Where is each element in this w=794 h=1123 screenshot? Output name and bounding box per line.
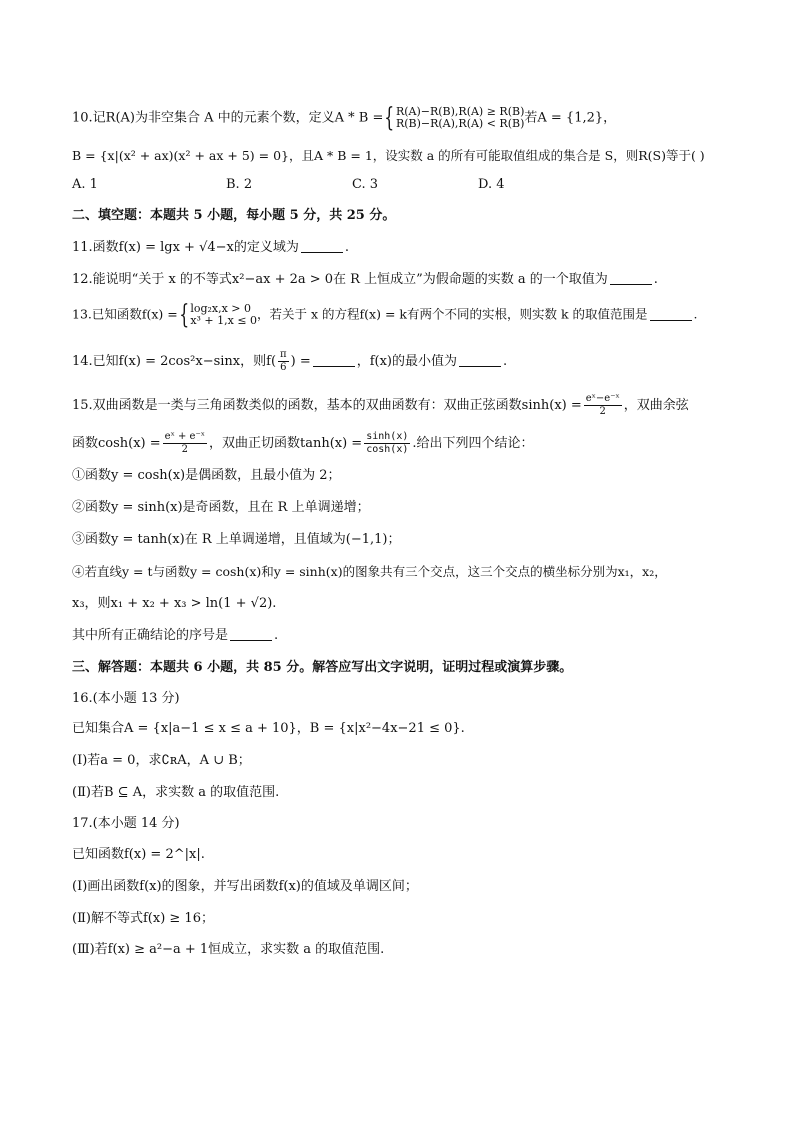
q15-conclusion-1: ①函数y = cosh(x)是偶函数，且最小值为 2； [72, 468, 341, 483]
q13: 13.已知函数f(x) = { log₂x,x > 0 x³ + 1,x ≤ 0 ，若关于 x 的方程f(x) = k有两个不同的实根，则实数 k 的取值范围是 . [72, 300, 698, 330]
q17-part3: (Ⅲ)若f(x) ≥ a²−a + 1恒成立，求实数 a 的取值范围. [72, 942, 385, 957]
q10-case2: R(B)−R(A),R(A) < R(B) [395, 117, 525, 130]
q17-given: 已知函数f(x) = 2^|x|. [72, 847, 205, 862]
section-answer-title: 三、解答题：本题共 6 小题，共 85 分。解答应写出文字说明，证明过程或演算步骤。 [72, 660, 573, 675]
q16-part2: (Ⅱ)若B ⊆ A，求实数 a 的取值范围. [72, 785, 280, 800]
q13-piecewise: { log₂x,x > 0 x³ + 1,x ≤ 0 [179, 300, 258, 330]
q15-line2: 函数cosh(x) = $\frac{\text{eˣ + e⁻ˣ}}{2}$ ，双曲正切函数tanh(x) = $\frac{\sinh(x)}{\cosh(x)}$ .给出下列四个结论： [72, 431, 534, 455]
q10-line2: B = {x|(x² + ax)(x² + ax + 5) = 0}，且A * B = 1，设实数 a 的所有可能取值组成的集合是 S，则R(S)等于( ) [72, 148, 705, 163]
q10-case1: R(A)−R(B),R(A) ≥ R(B) [395, 105, 525, 118]
q15-conclusion-4: ④若直线y = t与函数y = cosh(x)和y = sinh(x)的图象共有三个交点，这三个交点的横坐标分别为x₁，x₂， [72, 564, 667, 579]
section-fill-in-title: 二、填空题：本题共 5 小题，每小题 5 分，共 25 分。 [72, 208, 396, 223]
q13-case1: log₂x,x > 0 [190, 302, 252, 315]
q17-head: 17.(本小题 14 分) [72, 816, 180, 831]
q16-given: 已知集合A = {x|a−1 ≤ x ≤ a + 10}，B = {x|x²−4x−21 ≤ 0}. [72, 721, 465, 736]
q17-part2: (Ⅱ)解不等式f(x) ≥ 16； [72, 911, 214, 926]
q16-head: 16.(本小题 13 分) [72, 691, 180, 706]
q14-fraction: $\frac{\pi}{6}$ [280, 349, 287, 373]
q11-text: 11.函数f(x) = lgx + √4−x的定义域为 [72, 240, 299, 255]
q15-answer-blank [230, 627, 272, 641]
q16-part1: (Ⅰ)若a = 0，求∁ʀA，A ∪ B； [72, 753, 251, 768]
q13-case2: x³ + 1,x ≤ 0 [190, 314, 258, 327]
q14: 14.已知f(x) = 2cos²x−sinx，则f( $\frac{\pi}{6}$ ) = ，f(x)的最小值为 . [72, 349, 508, 373]
q12-answer-blank [610, 271, 652, 285]
q10-option-b: B. 2 [226, 177, 253, 192]
q12-text: 12.能说明“关于 x 的不等式x²−ax + 2a > 0在 R 上恒成立”为假命题的实数 a 的一个取值为 [72, 272, 608, 287]
q14-prefix: 14.已知f(x) = 2cos²x−sinx，则f( [72, 354, 277, 369]
q11: 11.函数f(x) = lgx + √4−x的定义域为 . [72, 240, 350, 255]
q15-conclusion-4-cont: x₃，则x₁ + x₂ + x₃ > ln(1 + √2). [72, 596, 277, 611]
q12: 12.能说明“关于 x 的不等式x²−ax + 2a > 0在 R 上恒成立”为假命题的实数 a 的一个取值为 . [72, 272, 658, 287]
q14-answer-blank-2 [459, 353, 501, 367]
q17-part1: (Ⅰ)画出函数f(x)的图象，并写出函数f(x)的值域及单调区间； [72, 879, 418, 894]
q10-option-a: A. 1 [72, 177, 98, 192]
q15-line1: 15.双曲函数是一类与三角函数类似的函数，基本的双曲函数有：双曲正弦函数sinh(x) = $\frac{\text{eˣ−e⁻ˣ}}{2}$ ，双曲余弦 [72, 393, 689, 417]
q10-piecewise: { R(A)−R(B),R(A) ≥ R(B) R(B)−R(A),R(A) < R(B) [384, 103, 525, 133]
q10-prefix: 10.记R(A)为非空集合 A 中的元素个数，定义A * B = [72, 110, 384, 126]
q13-suffix: ，若关于 x 的方程f(x) = k有两个不同的实根，则实数 k 的取值范围是 [257, 306, 648, 322]
cosh-fraction: $\frac{\text{eˣ + e⁻ˣ}}{2}$ [164, 431, 205, 455]
q15-ask: 其中所有正确结论的序号是 . [72, 628, 279, 643]
q15-conclusion-3: ③函数y = tanh(x)在 R 上单调递增，且值域为(−1,1)； [72, 532, 401, 547]
q15-conclusion-2: ②函数y = sinh(x)是奇函数，且在 R 上单调递增； [72, 500, 370, 515]
q10-option-c: C. 3 [352, 177, 379, 192]
q13-answer-blank [650, 307, 692, 321]
sinh-fraction: $\frac{\text{eˣ−e⁻ˣ}}{2}$ [585, 393, 620, 417]
q14-answer-blank-1 [313, 353, 355, 367]
q11-answer-blank [301, 239, 343, 253]
q10-line1 [72, 103, 734, 133]
q10-option-d: D. 4 [478, 177, 505, 192]
q13-prefix: 13.已知函数f(x) = [72, 306, 178, 322]
tanh-fraction: $\frac{\sinh(x)}{\cosh(x)}$ [366, 431, 409, 455]
q10-suffix: 若A = {1,2}， [524, 110, 617, 126]
